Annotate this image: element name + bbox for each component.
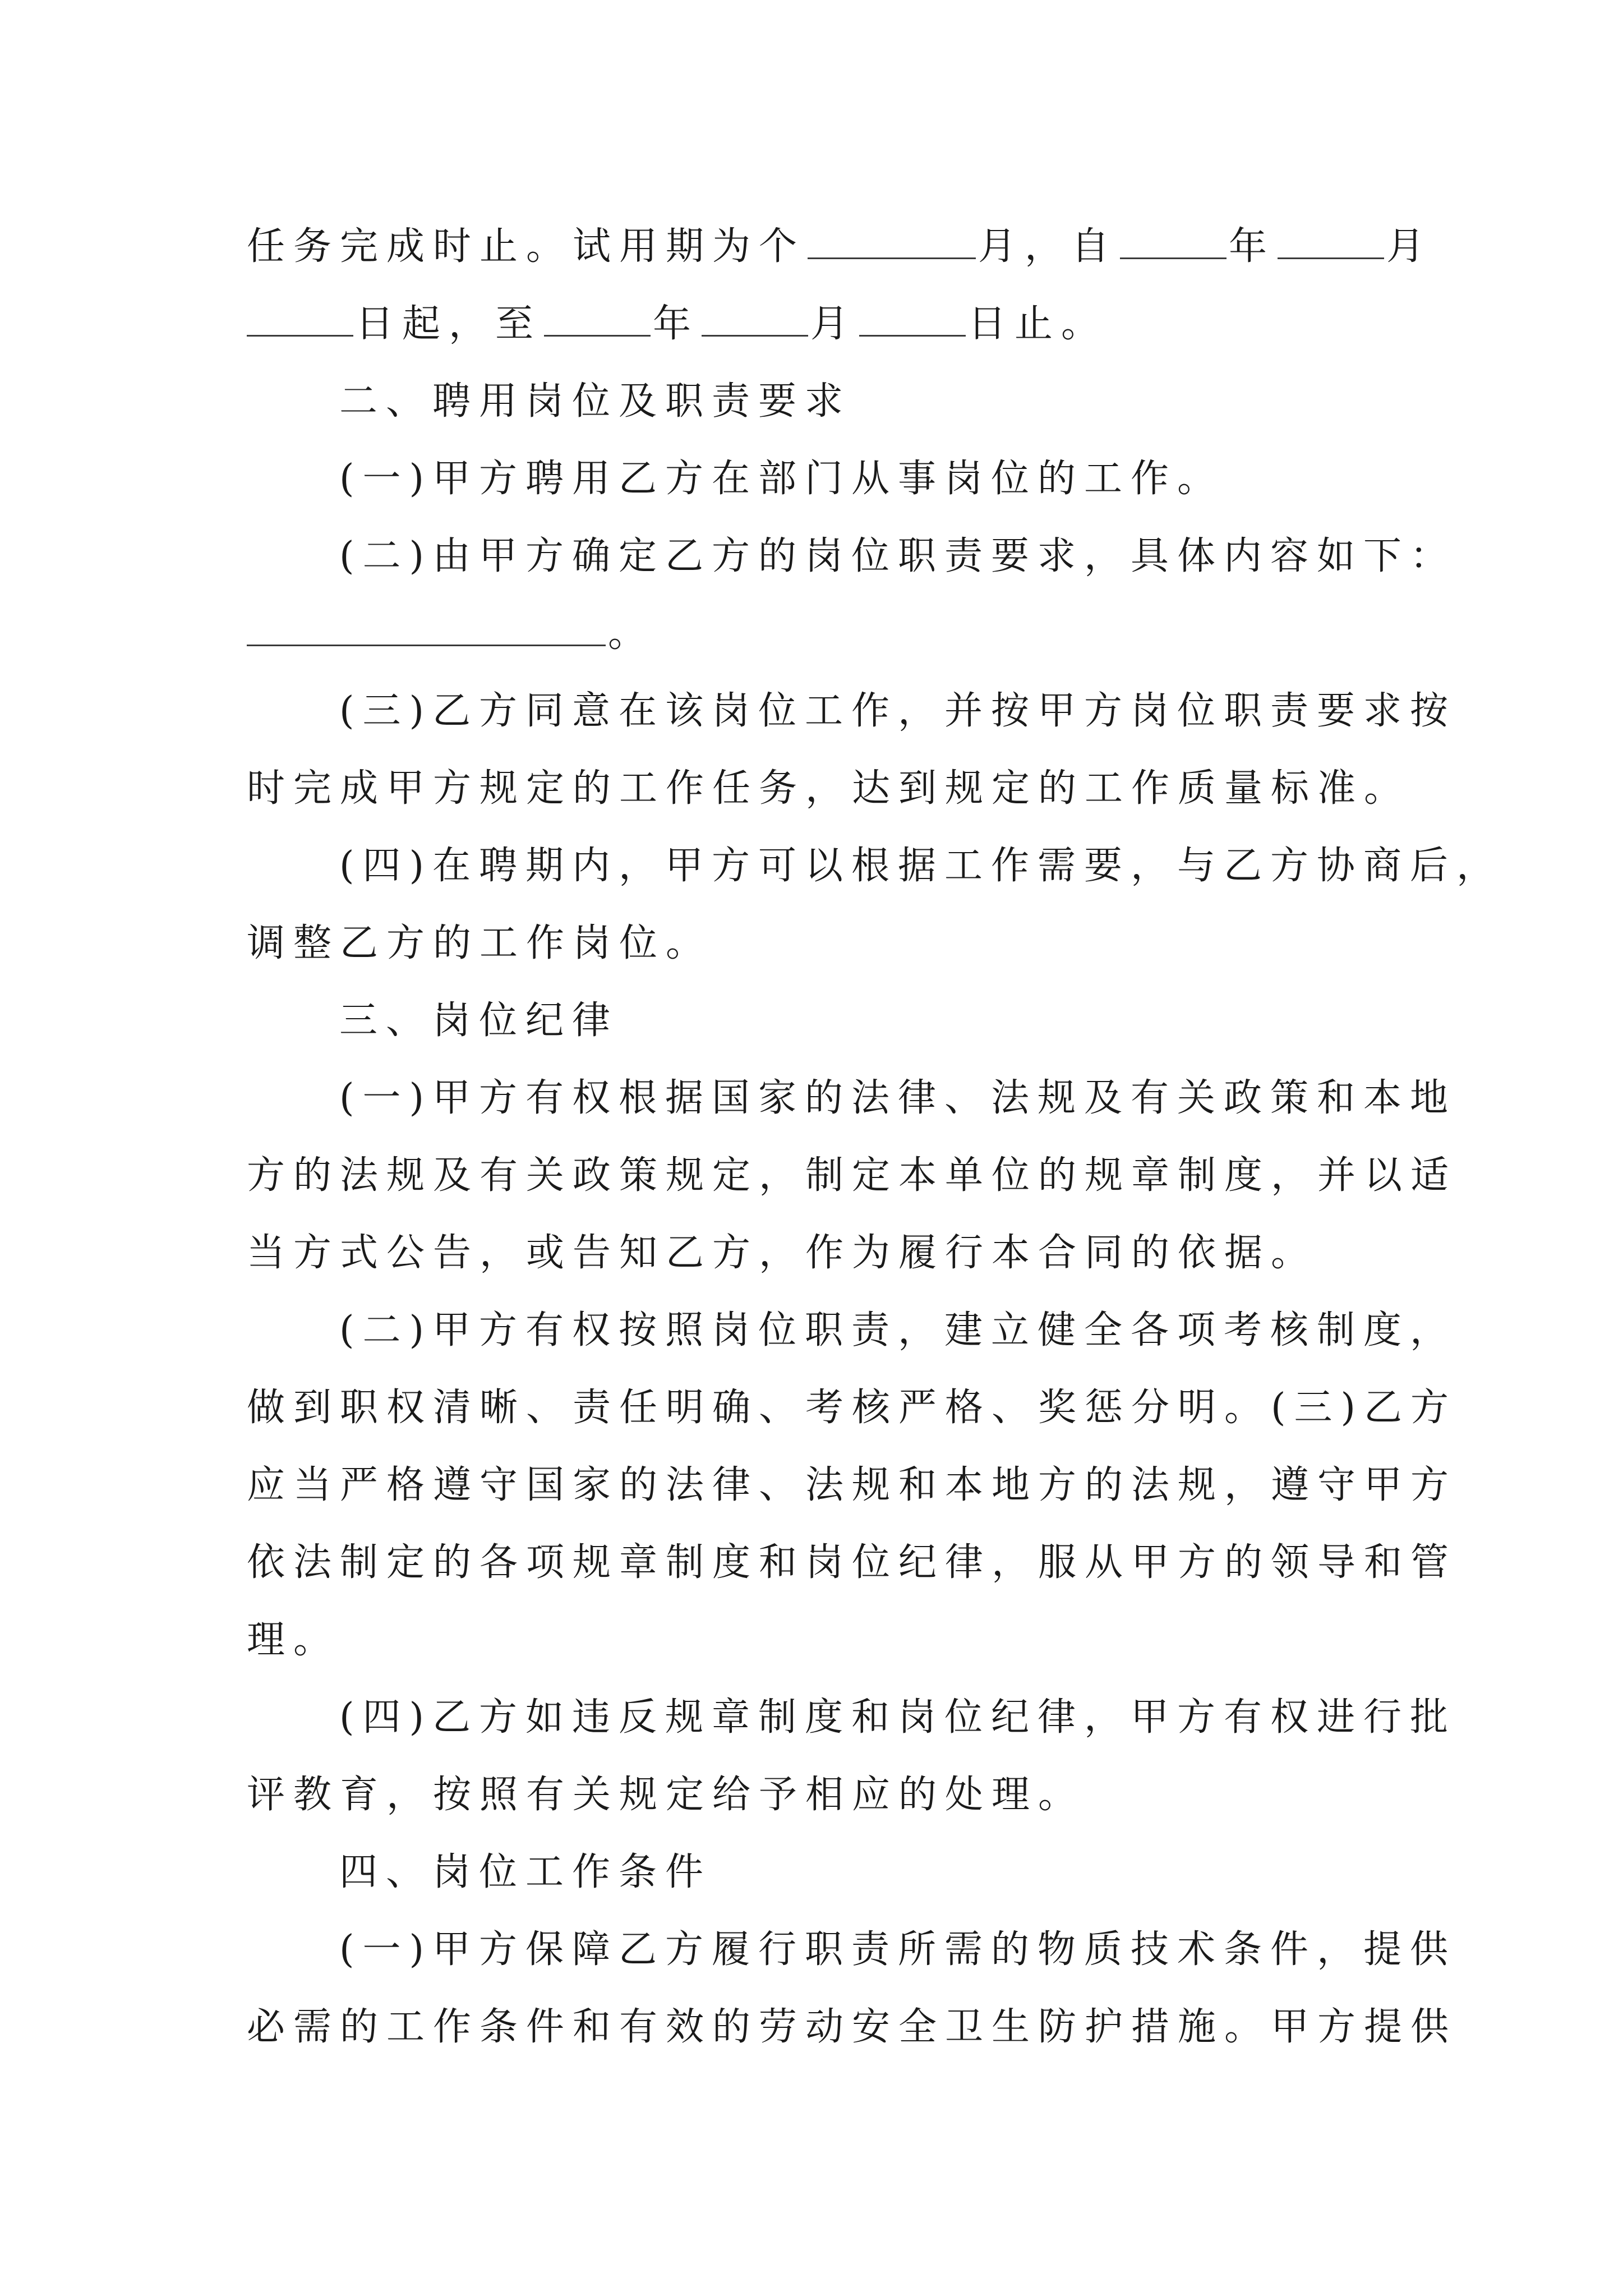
end-month-label: 月 — [810, 302, 857, 346]
end-day-blank — [859, 300, 966, 337]
section-3-item-1-line-2: 方的法规及有关政策规定，制定本单位的规章制度，并以适 — [247, 1153, 1458, 1198]
trial-month-label: 月，自 — [978, 224, 1118, 269]
section-3-item-4-line-1: (四)乙方如违反规章制度和岗位纪律，甲方有权进行批 — [339, 1695, 1457, 1740]
job-duties-blank — [247, 610, 606, 646]
section-3-item-1-line-1: (一)甲方有权根据国家的法律、法规及有关政策和本地 — [339, 1076, 1457, 1120]
section-2-item-3-line-2: 时完成甲方规定的工作任务，达到规定的工作质量标准。 — [247, 766, 1411, 811]
end-year-blank — [544, 300, 651, 337]
start-day-blank — [247, 300, 353, 337]
trial-period-line-2 — [247, 291, 1402, 358]
start-month-label: 月 — [1386, 224, 1433, 269]
section-3-item-2-line-2: 做到职权清晰、责任明确、考核严格、奖惩分明。(三)乙方 — [247, 1386, 1458, 1430]
section-2-item-2: (二)由甲方确定乙方的岗位职责要求，具体内容如下： — [339, 534, 1457, 578]
section-3-item-3-line-3: 理。 — [247, 1618, 340, 1662]
section-3-item-1-line-3: 当方式公告，或告知乙方，作为履行本合同的依据。 — [247, 1231, 1318, 1275]
start-year-blank — [1120, 223, 1227, 259]
start-day-label: 日起，至 — [356, 302, 542, 346]
section-2-item-3-line-1: (三)乙方同意在该岗位工作，并按甲方岗位职责要求按 — [339, 689, 1457, 733]
section-3-item-3-line-1: 应当严格遵守国家的法律、法规和本地方的法规，遵守甲方 — [247, 1463, 1458, 1507]
start-year-label: 年 — [1229, 224, 1276, 269]
trial-months-blank — [808, 223, 976, 259]
section-3-item-3-line-2: 依法制定的各项规章制度和岗位纪律，服从甲方的领导和管 — [247, 1540, 1458, 1585]
section-4-item-1-line-2: 必需的工作条件和有效的劳动安全卫生防护措施。甲方提供 — [247, 2005, 1458, 2049]
section-2-heading: 二、聘用岗位及职责要求 — [339, 379, 852, 424]
section-3-item-2-line-1: (二)甲方有权按照岗位职责，建立健全各项考核制度， — [339, 1308, 1457, 1352]
end-day-label: 日止。 — [968, 302, 1108, 346]
job-duties-end: 。 — [608, 611, 655, 656]
trial-period-lead: 任务完成时止。试用期为个 — [247, 224, 806, 269]
section-2-item-1: (一)甲方聘用乙方在部门从事岗位的工作。 — [339, 457, 1224, 501]
section-3-item-4-line-2: 评教育，按照有关规定给予相应的处理。 — [247, 1773, 1085, 1817]
start-month-blank — [1278, 223, 1384, 259]
trial-period-line-1 — [247, 213, 1433, 280]
section-2-item-4-line-1: (四)在聘期内，甲方可以根据工作需要，与乙方协商后， — [339, 844, 1504, 888]
section-2-item-2-blank-line — [247, 600, 1402, 668]
section-3-heading: 三、岗位纪律 — [339, 999, 619, 1043]
section-4-heading: 四、岗位工作条件 — [339, 1850, 712, 1894]
section-4-item-1-line-1: (一)甲方保障乙方履行职责所需的物质技术条件，提供 — [339, 1927, 1457, 1972]
end-year-label: 年 — [653, 302, 700, 346]
section-2-item-4-line-2: 调整乙方的工作岗位。 — [247, 921, 713, 965]
end-month-blank — [702, 300, 808, 337]
